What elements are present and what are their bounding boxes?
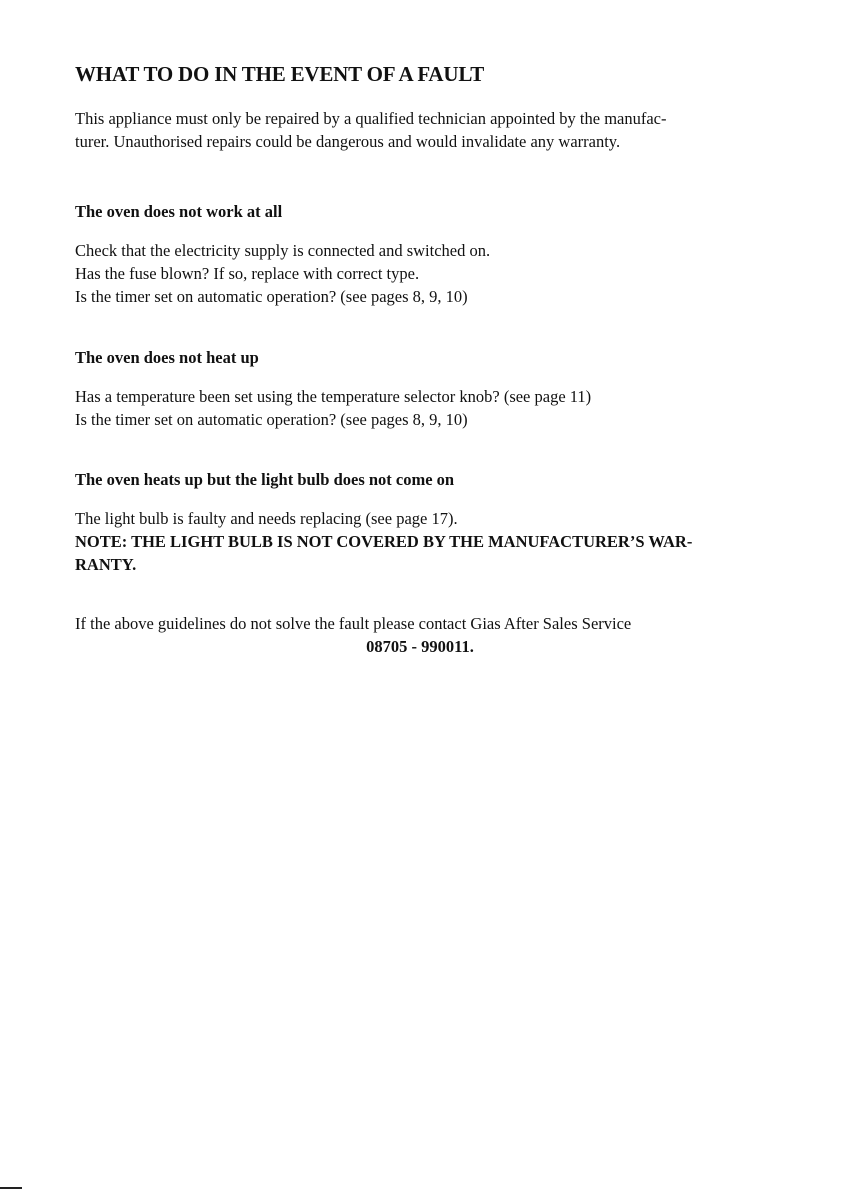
section-body	[75, 385, 825, 431]
contact-text: If the above guidelines do not solve the fault please contact Gias After Sales Service	[75, 614, 632, 633]
section-heading: The oven heats up but the light bulb does not come on	[75, 470, 455, 489]
section-no-heat	[75, 346, 825, 431]
contact-phone: 08705 - 990011.	[366, 637, 474, 656]
body-line: Check that the electricity supply is connected and switched on.	[75, 241, 491, 260]
section-heading: The oven does not heat up	[75, 348, 259, 367]
body-line: Is the timer set on automatic operation? (see pages 8, 9, 10)	[75, 410, 468, 429]
page-edge-mark	[0, 1187, 22, 1189]
note-line: RANTY.	[75, 555, 137, 574]
section-no-work	[75, 200, 825, 308]
contact-block	[75, 612, 825, 658]
intro-line: This appliance must only be repaired by a qualified technician appointed by the manufac-	[75, 109, 667, 128]
body-line: Is the timer set on automatic operation? (see pages 8, 9, 10)	[75, 287, 468, 306]
intro-line: turer. Unauthorised repairs could be dangerous and would invalidate any warranty.	[75, 132, 621, 151]
section-body	[75, 239, 825, 308]
body-line: The light bulb is faulty and needs replacing (see page 17).	[75, 509, 458, 528]
body-line: Has the fuse blown? If so, replace with correct type.	[75, 264, 420, 283]
intro-paragraph	[75, 107, 825, 153]
section-heading: The oven does not work at all	[75, 202, 283, 221]
section-light-bulb	[75, 468, 825, 576]
page-title: WHAT TO DO IN THE EVENT OF A FAULT	[75, 62, 485, 86]
body-line: Has a temperature been set using the temperature selector knob? (see page 11)	[75, 387, 592, 406]
note-line: NOTE: THE LIGHT BULB IS NOT COVERED BY THE MANUFACTURER’S WAR-	[75, 532, 693, 551]
document-page	[75, 60, 825, 658]
section-body	[75, 507, 825, 530]
warranty-note	[75, 530, 825, 576]
